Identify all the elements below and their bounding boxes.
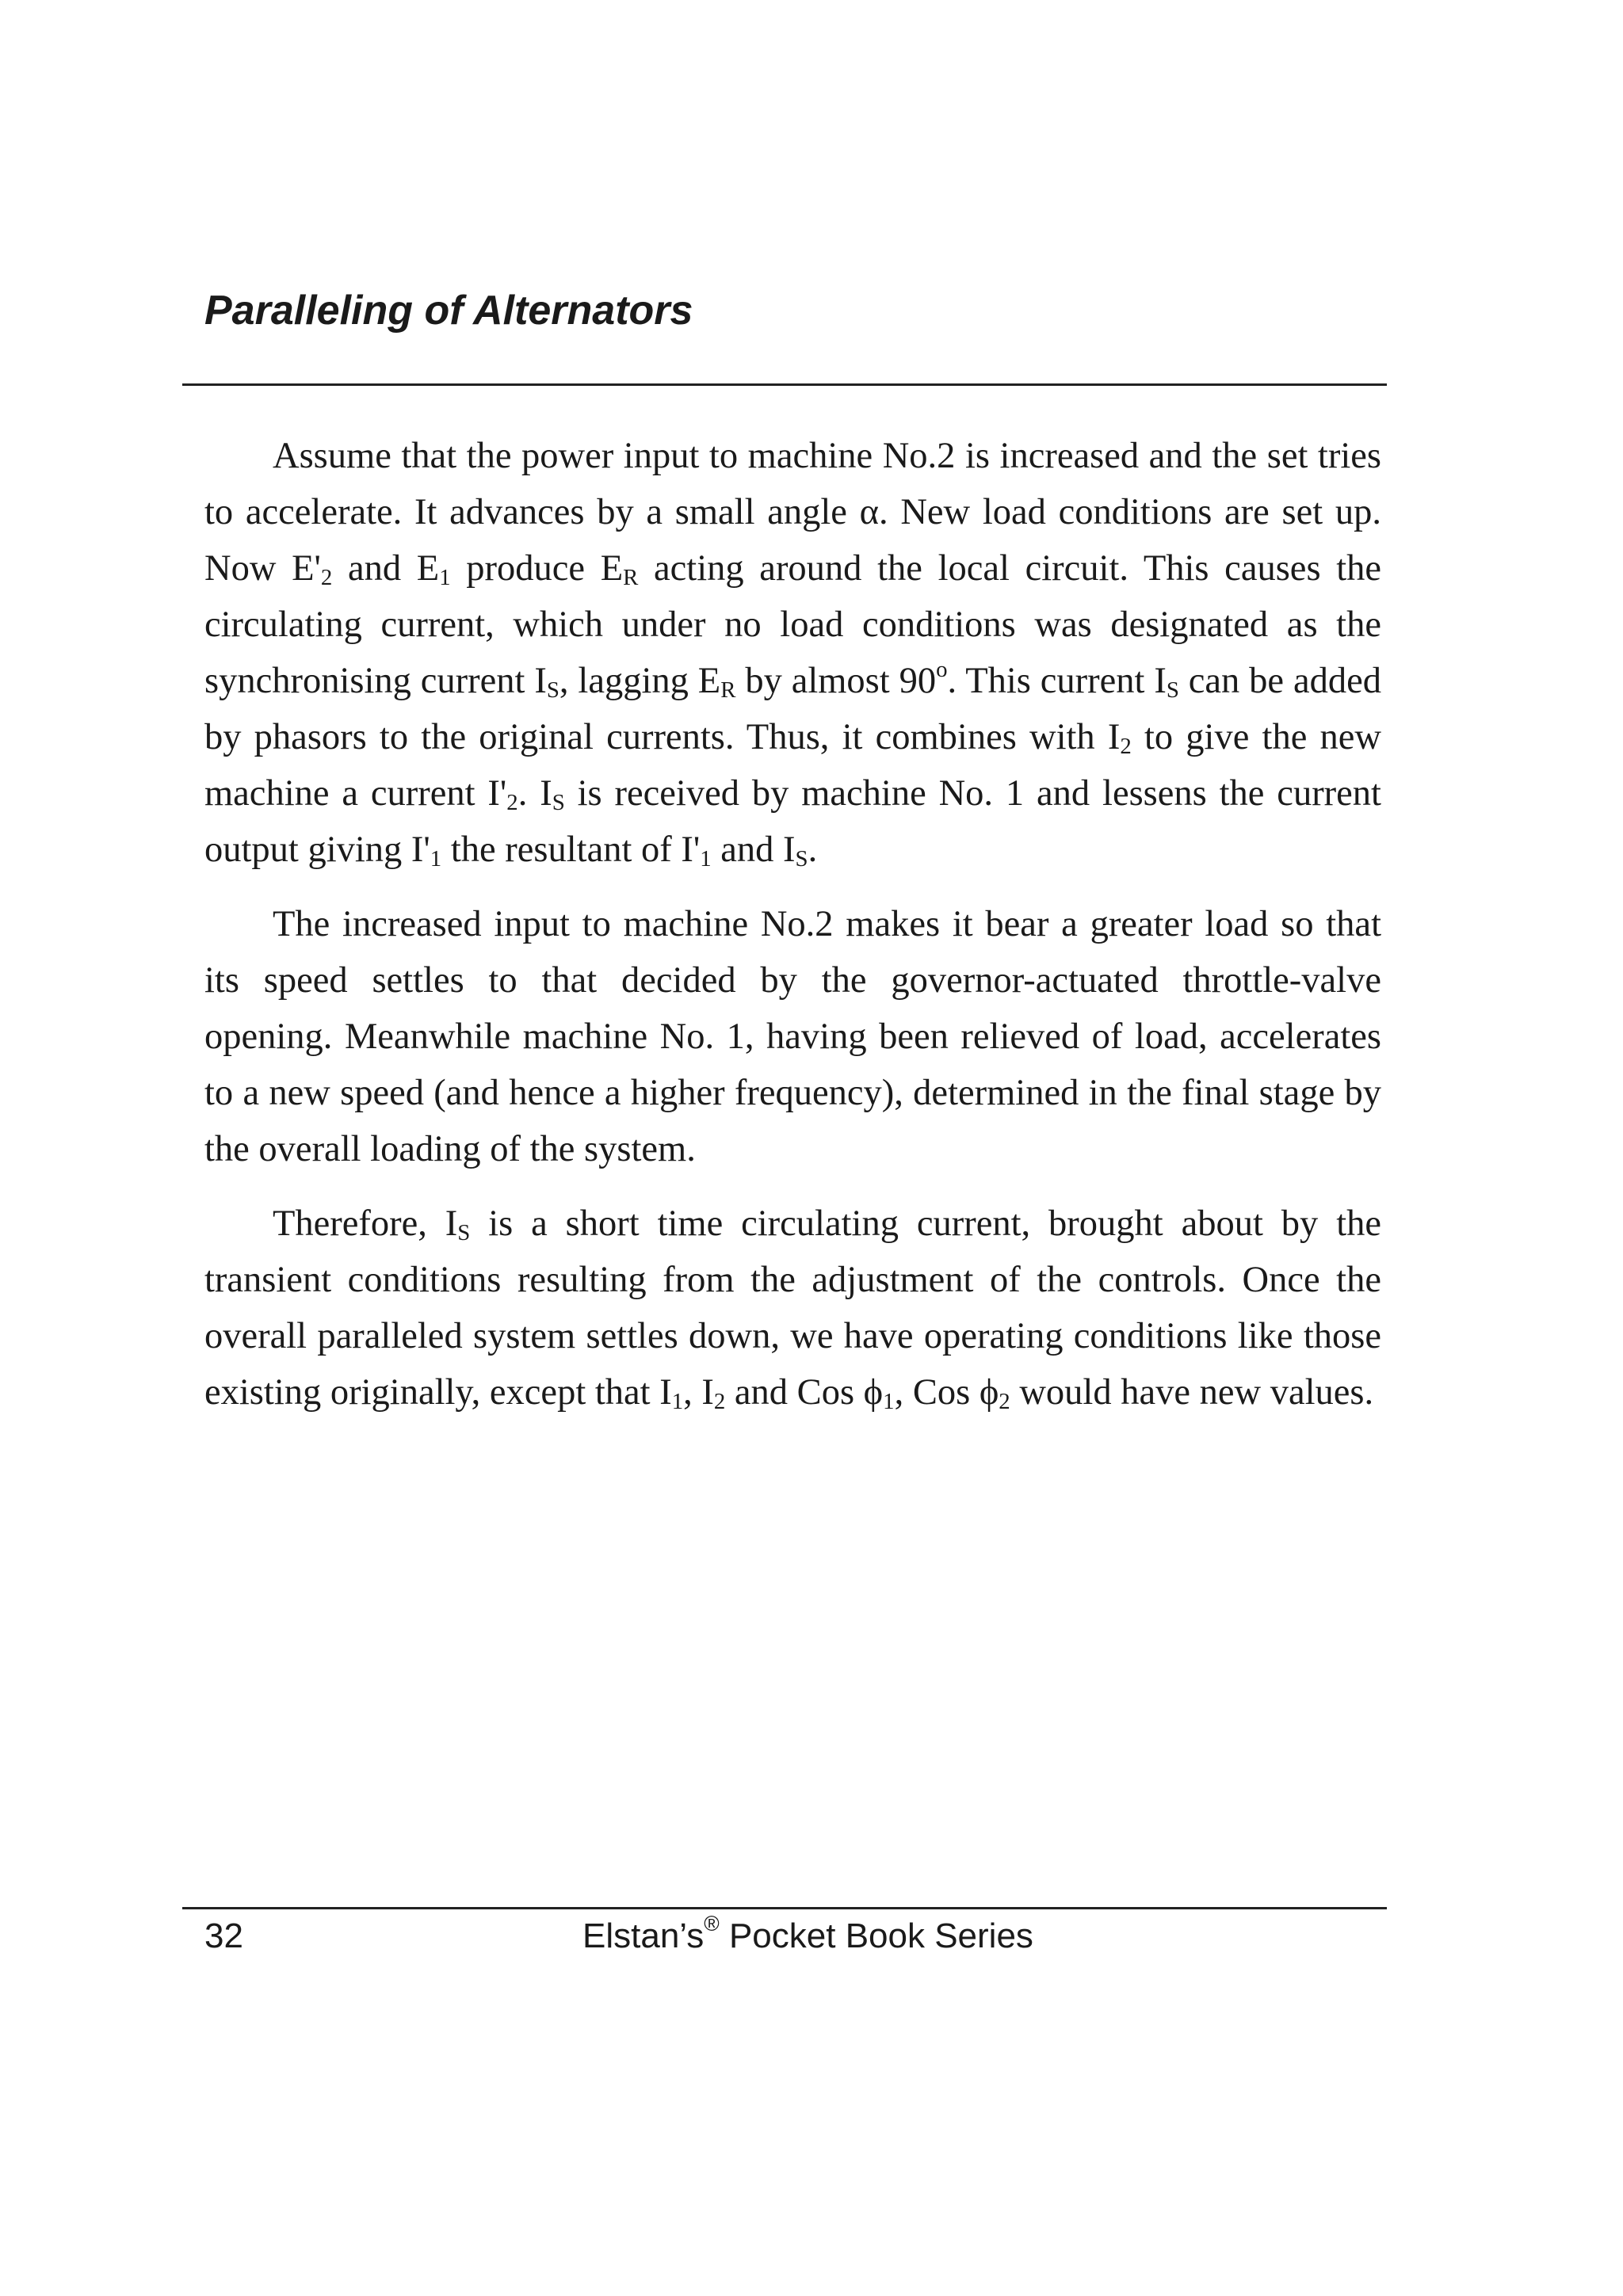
text-run: and Cos ϕ xyxy=(725,1372,884,1413)
body-text xyxy=(204,428,1381,1421)
subscript: 2 xyxy=(320,564,333,590)
text-run: produce E xyxy=(450,548,624,589)
text-run: , lagging E xyxy=(559,661,721,701)
text-run: . This current I xyxy=(947,661,1167,701)
text-run: to give the new machine a current I' xyxy=(204,717,1381,814)
superscript: o xyxy=(936,656,948,682)
text-run: , I xyxy=(683,1372,714,1413)
subscript: S xyxy=(546,677,559,703)
text-run: The increased input to machine No.2 makes it bear a greater load so that its speed settles to that decided by the governor-actuated throttle-valve opening. Meanwhile machine No. 1, having been relieved of load, accelerates to a new speed (and hence a higher frequency), determined in the final stage by the overall loading of the system. xyxy=(204,904,1381,1169)
subscript: S xyxy=(1166,677,1179,703)
text-run: would have new values. xyxy=(1010,1372,1374,1413)
text-run: is received by machine No. 1 and lessens the current output giving I' xyxy=(204,773,1381,870)
text-run: can be added by phasors to the original currents. Thus, it combines with I xyxy=(204,661,1381,757)
text-run: acting around the local circuit. This causes the circulating current, which under no load conditions was designated as the synchronising current I xyxy=(204,548,1382,701)
header-divider xyxy=(182,383,1387,386)
registered-mark: ® xyxy=(704,1911,720,1936)
text-run: and I xyxy=(711,830,796,870)
text-run: by almost 90 xyxy=(735,661,937,701)
subscript: S xyxy=(795,845,808,871)
paragraph xyxy=(204,896,1381,1177)
text-run: , Cos ϕ xyxy=(894,1372,999,1413)
text-run: Assume that the power input to machine No.2 is increased and the set tries to accelerate. It advances by a small angle α. New load conditions are set up. Now E' xyxy=(204,436,1381,589)
paragraph xyxy=(204,1196,1381,1421)
text-run: is a short time circulating current, brought about by the transient conditions resulting from the adjustment of the controls. Once the overall paralleled system settles down, we have operating conditions like those existing originally, except that I xyxy=(204,1203,1381,1413)
subscript: S xyxy=(552,789,565,815)
series-name xyxy=(582,1911,1033,1955)
text-run: Therefore, I xyxy=(273,1203,458,1244)
subscript: 2 xyxy=(999,1388,1010,1414)
page-title: Paralleling of Alternators xyxy=(204,288,693,334)
text-run: . I xyxy=(517,773,552,814)
footer-divider xyxy=(182,1907,1387,1909)
text-run: . xyxy=(808,830,818,870)
subscript: 1 xyxy=(700,845,712,871)
series-name-text: Elstan’s xyxy=(582,1917,705,1955)
subscript: R xyxy=(720,677,736,703)
text-run: the resultant of I' xyxy=(441,830,701,870)
page-number: 32 xyxy=(204,1917,243,1955)
subscript: S xyxy=(457,1219,471,1245)
subscript: 1 xyxy=(671,1388,684,1414)
subscript: 1 xyxy=(883,1388,895,1414)
series-name-rest: Pocket Book Series xyxy=(719,1917,1033,1955)
subscript: 1 xyxy=(430,845,442,871)
paragraph xyxy=(204,428,1381,878)
text-run: and E xyxy=(332,548,440,589)
subscript: 1 xyxy=(439,564,451,590)
subscript: 2 xyxy=(713,1388,726,1414)
subscript: 2 xyxy=(1120,733,1132,759)
subscript: 2 xyxy=(506,789,518,815)
subscript: R xyxy=(623,564,639,590)
